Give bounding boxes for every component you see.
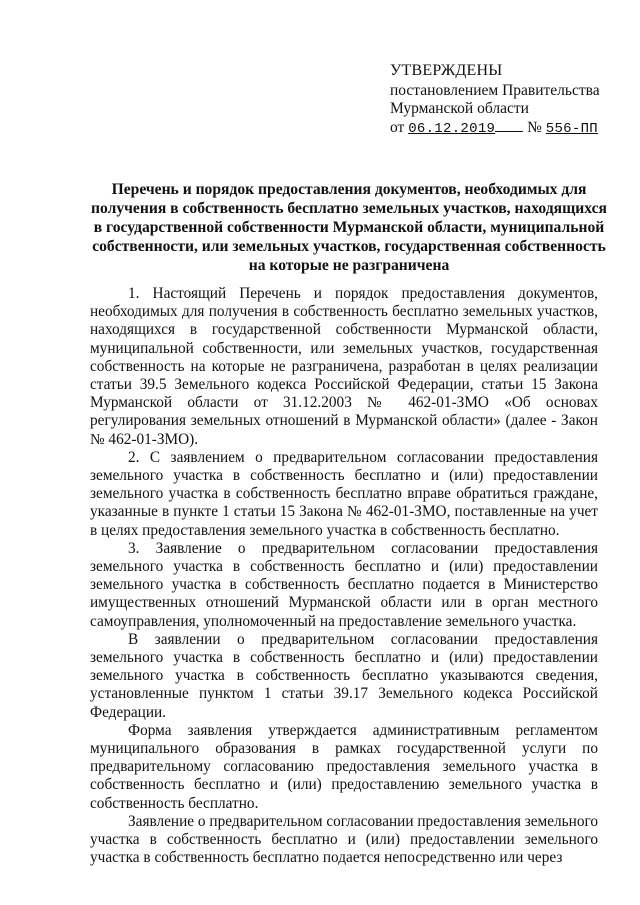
paragraph-6: Заявление о предварительном согласовании предоставления земельного участка в собственность бесплатно и (или) предоставлении земельного участка в собственность бесплатно подается непосредственно или через <box>90 812 599 867</box>
date-underline <box>495 119 523 132</box>
approval-date: 06.12.2019 <box>408 120 496 137</box>
date-prefix: от <box>390 118 405 136</box>
approval-line-2: Мурманской области <box>390 100 529 117</box>
approval-number: 556-ПП <box>545 120 598 137</box>
approval-date-line <box>390 119 630 139</box>
document-body <box>90 285 598 868</box>
approval-line-1: постановлением Правительства <box>390 81 600 99</box>
paragraph-1: 1. Настоящий Перечень и порядок предоставления документов, необходимых для получения в собственность бесплатно земельных участков, находящихся в государственной собственности Мурманской области, муниципальной собственности, или земельных участков, государственная собственность на которые не разграничена, разработан в целях реализации статьи 39.5 Земельного кодекса Российской Федерации, статьи 15 Закона Мурманской области от 31.12.2003 № 462-01-ЗМО «Об основах регулирования земельных отношений в Мурманской области» (далее - Закон № 462-01-ЗМО). <box>90 285 598 448</box>
number-prefix: № <box>527 118 542 136</box>
paragraph-5: Форма заявления утверждается административным регламентом муниципального образования в рамках государственной услуги по предварительному согласованию предоставления земельного участка в собственность бесплатно и (или) предоставлению земельного участка в собственность бесплатно. <box>90 721 598 812</box>
paragraph-2: 2. С заявлением о предварительном согласовании предоставления земельного участка в собственность бесплатно и (или) предоставлении земельного участка в собственность бесплатно вправе обратиться граждане, указанные в пункте 1 статьи 15 Закона № 462-01-ЗМО, поставленные на учет в целях предоставления земельного участка в собственность бесплатно. <box>90 448 598 539</box>
paragraph-3: 3. Заявление о предварительном согласовании предоставления земельного участка в собственность бесплатно и (или) предоставлении земельного участка в собственность бесплатно подается в Министерство имущественных отношений Мурманской области или в орган местного самоуправления, уполномоченный на предоставление земельного участка. <box>90 539 598 630</box>
document-title: Перечень и порядок предоставления документов, необходимых для получения в собственность бесплатно земельных участков, находящихся в государственной собственности Мурманской области, муниципальной собственности, или земельных участков, государственная собственность на которые не разграничена <box>91 181 607 274</box>
paragraph-4: В заявлении о предварительном согласовании предоставления земельного участка в собственность бесплатно и (или) предоставлении земельного участка в собственность бесплатно указываются сведения, установленные пунктом 1 статьи 39.17 Земельного кодекса Российской Федерации. <box>90 630 598 721</box>
approval-block <box>390 62 630 138</box>
approval-heading: УТВЕРЖДЕНЫ <box>390 62 503 79</box>
